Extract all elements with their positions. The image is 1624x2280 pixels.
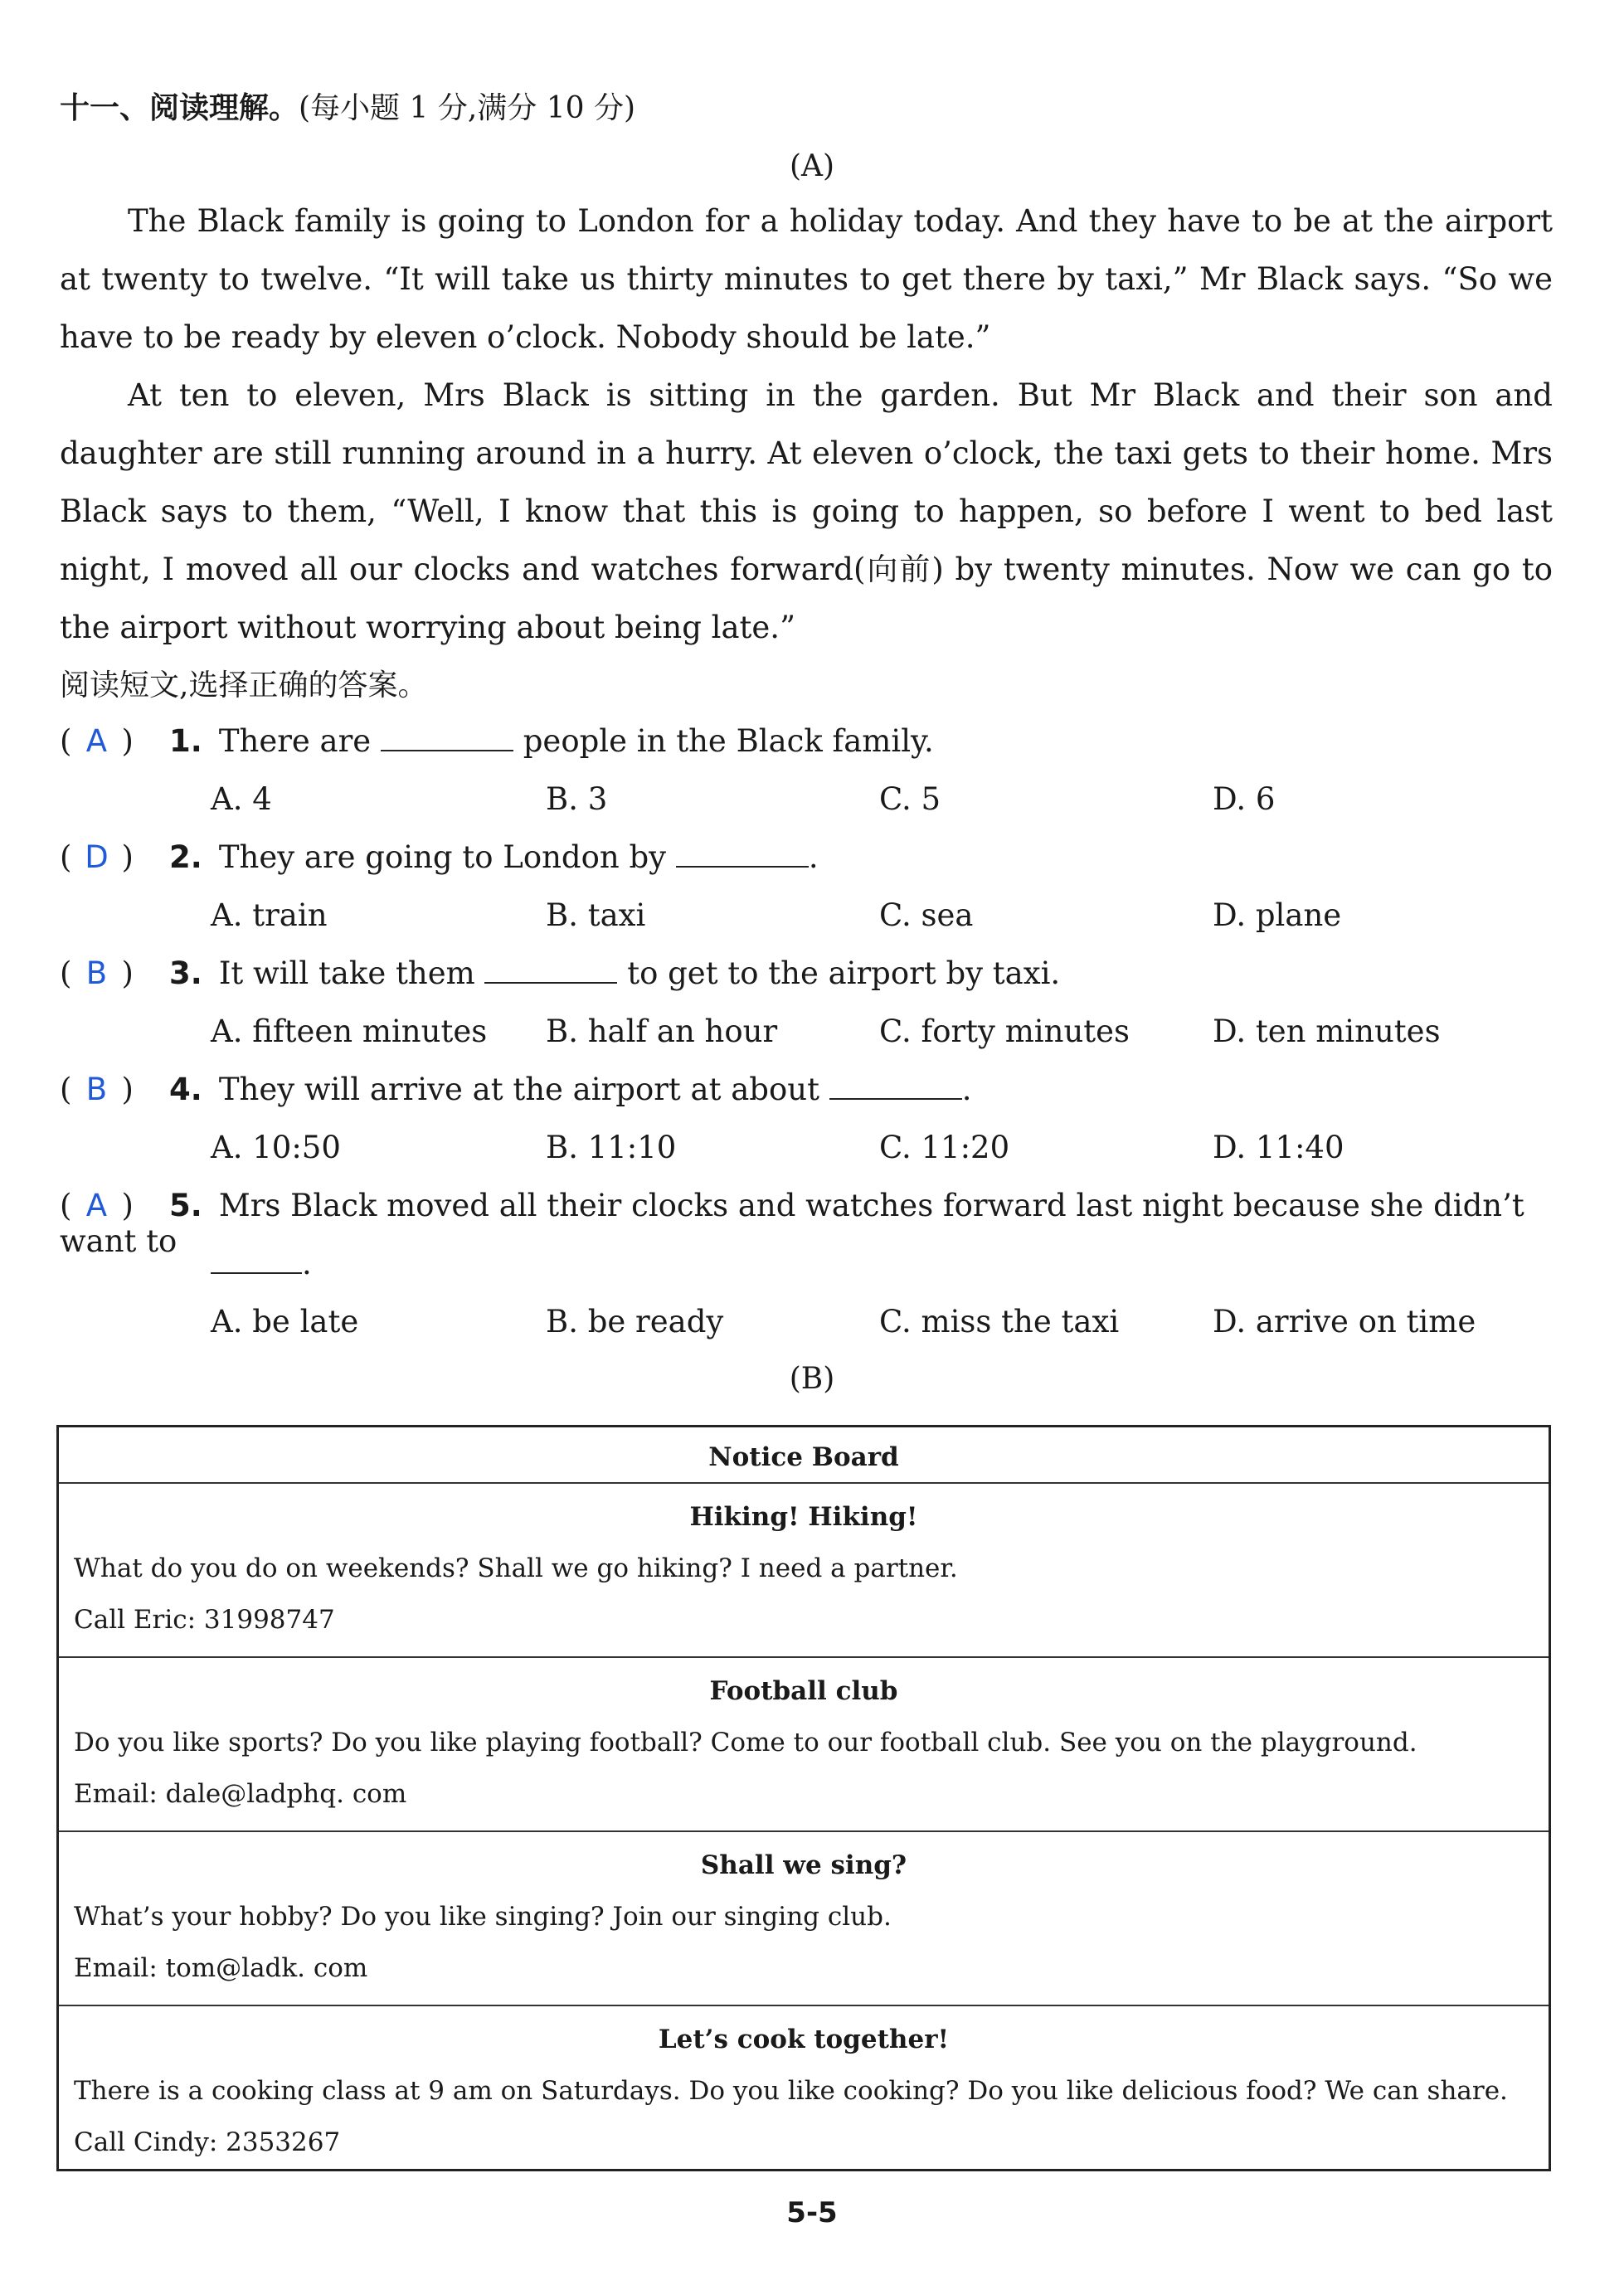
- question-number: 3.: [169, 955, 202, 991]
- question-3: [60, 955, 1569, 991]
- option-c: C. sea: [879, 897, 974, 933]
- option-a: A. fifteen minutes: [211, 1014, 488, 1049]
- answer-2: D: [85, 839, 109, 875]
- question-text-after: .: [808, 839, 819, 875]
- answer-blank: [829, 1073, 962, 1100]
- question-number: 4.: [169, 1072, 202, 1107]
- divider: [59, 1656, 1549, 1658]
- question-4: [60, 1072, 1569, 1107]
- question-text-after: to get to the airport by taxi.: [627, 955, 1061, 991]
- notice-title: Let’s cook together!: [658, 2025, 950, 2054]
- section-title: [60, 85, 635, 127]
- divider: [59, 1482, 1549, 1484]
- notice-title: Hiking! Hiking!: [689, 1502, 918, 1532]
- answer-1: A: [85, 723, 108, 759]
- question-number: 1.: [169, 723, 202, 759]
- notice-board-title: Notice Board: [708, 1442, 899, 1472]
- option-b: B. be ready: [546, 1304, 724, 1339]
- option-b: B. 3: [546, 781, 608, 817]
- question-text-before: They will arrive at the airport at about: [218, 1072, 819, 1107]
- answer-blank: [484, 957, 617, 984]
- option-a: A. 10:50: [211, 1130, 341, 1165]
- answer-bracket: ( A ): [60, 723, 134, 759]
- instruction: 阅读短文,选择正确的答案。: [60, 668, 428, 702]
- question-text-after: .: [302, 1246, 312, 1281]
- notice-board: [56, 1425, 1551, 2171]
- question-1: [60, 723, 1569, 759]
- option-c: C. forty minutes: [879, 1014, 1130, 1049]
- question-text-after: people in the Black family.: [523, 723, 934, 759]
- notice-text: There is a cooking class at 9 am on Saturdays. Do you like cooking? Do you like delicious food? We can share.: [74, 2076, 1508, 2106]
- answer-3: B: [85, 955, 108, 991]
- question-text-before: It will take them: [218, 955, 475, 991]
- notice-contact: Email: dale@ladphq. com: [74, 1779, 407, 1809]
- question-text-after: .: [961, 1072, 972, 1107]
- answer-4: B: [85, 1072, 108, 1107]
- notice-title: Shall we sing?: [700, 1850, 907, 1880]
- answer-blank: [211, 1247, 302, 1274]
- question-text-before: They are going to London by: [218, 839, 667, 875]
- option-d: D. ten minutes: [1213, 1014, 1441, 1049]
- option-a: A. be late: [211, 1304, 359, 1339]
- part-a-label: (A): [789, 149, 835, 183]
- passage-paragraph-2: At ten to eleven, Mrs Black is sitting in the garden. But Mr Black and their son and daughter are still running around in a hurry. At eleven o’clock, the taxi gets to their home. Mrs Black says to them, “Well, I know that this is going to happen, so before I went to bed last night, I moved all our clocks and watches forward(向前) by twenty minutes. Now we can go to the airport without worrying about being late.”: [60, 377, 1553, 645]
- option-d: D. plane: [1213, 897, 1342, 933]
- option-c: C. 5: [879, 781, 941, 817]
- answer-bracket: ( B ): [60, 1072, 134, 1107]
- question-text-before: Mrs Black moved all their clocks and watches forward last night because she didn’t want to: [60, 1188, 1524, 1259]
- option-c: C. 11:20: [879, 1130, 1010, 1165]
- page-number: 5-5: [786, 2196, 838, 2229]
- option-d: D. arrive on time: [1213, 1304, 1476, 1339]
- question-number: 2.: [169, 839, 202, 875]
- option-d: D. 11:40: [1213, 1130, 1344, 1165]
- answer-bracket: ( D ): [60, 839, 134, 875]
- answer-bracket: ( B ): [60, 955, 134, 991]
- section-heading: 十一、阅读理解。: [60, 90, 299, 125]
- answer-blank: [381, 725, 513, 751]
- part-b-label: (B): [789, 1362, 835, 1396]
- answer-bracket: ( A ): [60, 1188, 134, 1223]
- question-5-continuation: [211, 1246, 312, 1281]
- option-d: D. 6: [1213, 781, 1276, 817]
- question-text-before: There are: [218, 723, 372, 759]
- option-b: B. taxi: [546, 897, 646, 933]
- notice-contact: Call Eric: 31998747: [74, 1605, 335, 1635]
- notice-contact: Email: tom@ladk. com: [74, 1953, 368, 1983]
- divider: [59, 2005, 1549, 2006]
- passage-a: [60, 192, 1553, 657]
- question-2: [60, 839, 1569, 875]
- notice-text: What do you do on weekends? Shall we go hiking? I need a partner.: [74, 1553, 958, 1583]
- question-number: 5.: [169, 1188, 202, 1223]
- option-c: C. miss the taxi: [879, 1304, 1120, 1339]
- notice-text: Do you like sports? Do you like playing football? Come to our football club. See you on the playground.: [74, 1728, 1417, 1757]
- answer-blank: [676, 841, 809, 868]
- option-a: A. train: [211, 897, 328, 933]
- divider: [59, 1830, 1549, 1832]
- option-b: B. half an hour: [546, 1014, 778, 1049]
- answer-5: A: [85, 1188, 108, 1223]
- notice-contact: Call Cindy: 2353267: [74, 2127, 341, 2157]
- option-a: A. 4: [211, 781, 272, 817]
- section-score-note: (每小题 1 分,满分 10 分): [299, 91, 636, 125]
- notice-text: What’s your hobby? Do you like singing? Join our singing club.: [74, 1902, 892, 1932]
- notice-title: Football club: [709, 1676, 898, 1706]
- option-b: B. 11:10: [546, 1130, 677, 1165]
- passage-paragraph-1: The Black family is going to London for a holiday today. And they have to be at the airport at twenty to twelve. “It will take us thirty minutes to get there by taxi,” Mr Black says. “So we have to be ready by eleven o’clock. Nobody should be late.”: [60, 203, 1553, 355]
